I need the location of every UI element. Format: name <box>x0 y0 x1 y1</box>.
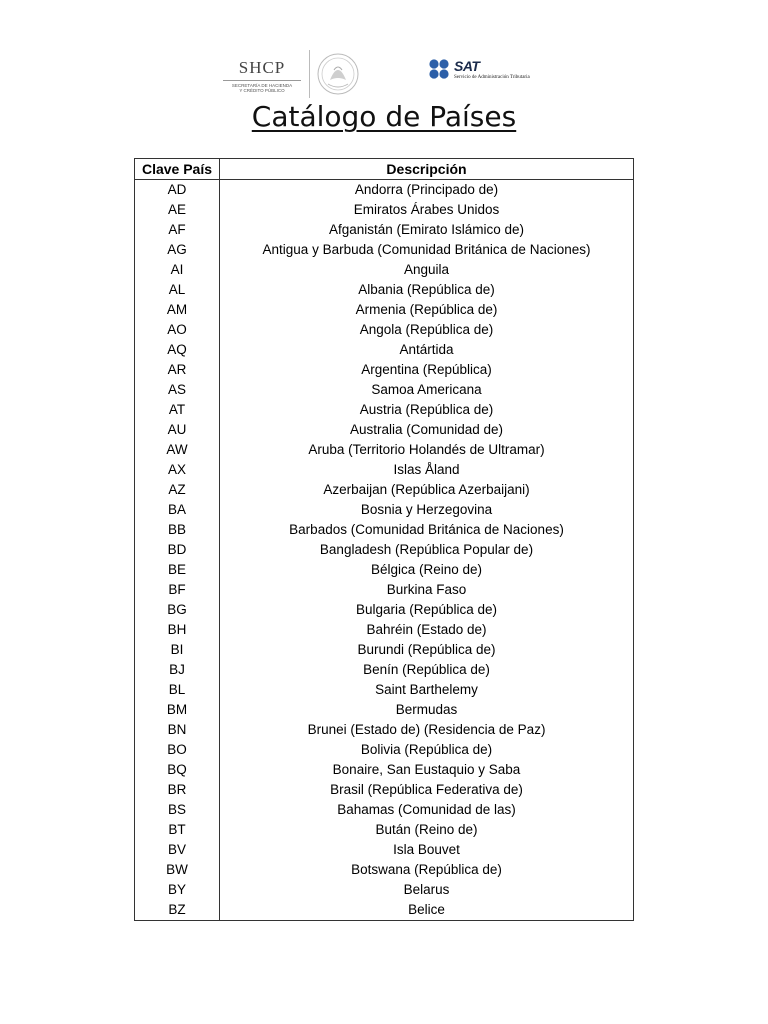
country-code-cell: AU <box>135 420 220 440</box>
country-code-cell: BY <box>135 880 220 900</box>
country-code-cell: AO <box>135 320 220 340</box>
country-description-cell: Burundi (República de) <box>220 640 634 660</box>
table-row <box>135 440 634 460</box>
table-row <box>135 240 634 260</box>
country-code-cell: AI <box>135 260 220 280</box>
country-description-cell: Bolivia (República de) <box>220 740 634 760</box>
country-code-cell: BI <box>135 640 220 660</box>
country-code-cell: AL <box>135 280 220 300</box>
country-description-cell: Bélgica (Reino de) <box>220 560 634 580</box>
country-description-cell: Bermudas <box>220 700 634 720</box>
shcp-logo-subtitle-1: SECRETARÍA DE HACIENDA <box>231 83 293 88</box>
country-description-cell: Isla Bouvet <box>220 840 634 860</box>
table-row <box>135 600 634 620</box>
shcp-logo-rule <box>223 80 301 81</box>
table-row <box>135 500 634 520</box>
table-row <box>135 800 634 820</box>
column-header-clave: Clave País <box>135 159 220 180</box>
table-body <box>135 180 634 921</box>
document-header <box>0 44 768 104</box>
table-row <box>135 420 634 440</box>
sat-logo <box>428 58 530 89</box>
table-row <box>135 700 634 720</box>
table-row <box>135 300 634 320</box>
table-row <box>135 760 634 780</box>
country-description-cell: Burkina Faso <box>220 580 634 600</box>
country-code-cell: BT <box>135 820 220 840</box>
table-row <box>135 280 634 300</box>
country-description-cell: Antártida <box>220 340 634 360</box>
column-header-descripcion: Descripción <box>220 159 634 180</box>
country-description-cell: Benín (República de) <box>220 660 634 680</box>
country-code-cell: BS <box>135 800 220 820</box>
country-description-cell: Bahréin (Estado de) <box>220 620 634 640</box>
table-row <box>135 900 634 921</box>
country-description-cell: Armenia (República de) <box>220 300 634 320</box>
country-description-cell: Belice <box>220 900 634 921</box>
country-description-cell: Bulgaria (República de) <box>220 600 634 620</box>
table-row <box>135 180 634 201</box>
table-row <box>135 840 634 860</box>
country-code-cell: AZ <box>135 480 220 500</box>
country-code-cell: BW <box>135 860 220 880</box>
country-description-cell: Antigua y Barbuda (Comunidad Británica de Naciones) <box>220 240 634 260</box>
country-code-cell: BB <box>135 520 220 540</box>
table-row <box>135 260 634 280</box>
mexican-seal-icon <box>316 50 360 103</box>
table-row <box>135 660 634 680</box>
table-row <box>135 740 634 760</box>
country-description-cell: Australia (Comunidad de) <box>220 420 634 440</box>
country-description-cell: Brasil (República Federativa de) <box>220 780 634 800</box>
table-row <box>135 680 634 700</box>
table-row <box>135 220 634 240</box>
country-code-cell: BE <box>135 560 220 580</box>
country-code-cell: AQ <box>135 340 220 360</box>
country-code-cell: BL <box>135 680 220 700</box>
country-description-cell: Barbados (Comunidad Británica de Naciones) <box>220 520 634 540</box>
shcp-logo-name: SHCP <box>238 58 286 77</box>
country-description-cell: Andorra (Principado de) <box>220 180 634 201</box>
country-description-cell: Bután (Reino de) <box>220 820 634 840</box>
country-code-cell: BO <box>135 740 220 760</box>
country-code-cell: AW <box>135 440 220 460</box>
country-description-cell: Albania (República de) <box>220 280 634 300</box>
country-description-cell: Emiratos Árabes Unidos <box>220 200 634 220</box>
country-code-cell: AS <box>135 380 220 400</box>
country-description-cell: Bangladesh (República Popular de) <box>220 540 634 560</box>
country-code-cell: AM <box>135 300 220 320</box>
table-row <box>135 880 634 900</box>
country-code-cell: BZ <box>135 900 220 921</box>
country-code-cell: AX <box>135 460 220 480</box>
table-row <box>135 200 634 220</box>
table-row <box>135 720 634 740</box>
country-code-cell: AG <box>135 240 220 260</box>
page-title: Catálogo de Países <box>251 100 517 133</box>
table-row <box>135 460 634 480</box>
country-description-cell: Argentina (República) <box>220 360 634 380</box>
country-code-cell: BV <box>135 840 220 860</box>
country-code-cell: BF <box>135 580 220 600</box>
country-code-cell: BH <box>135 620 220 640</box>
table-row <box>135 560 634 580</box>
country-description-cell: Bosnia y Herzegovina <box>220 500 634 520</box>
table-row <box>135 340 634 360</box>
country-code-cell: BM <box>135 700 220 720</box>
sat-logo-subtitle: Servicio de Administración Tributaria <box>454 75 530 80</box>
country-code-cell: AT <box>135 400 220 420</box>
sat-dots-icon <box>428 58 454 84</box>
country-code-cell: BR <box>135 780 220 800</box>
country-description-cell: Botswana (República de) <box>220 860 634 880</box>
country-description-cell: Austria (República de) <box>220 400 634 420</box>
country-description-cell: Brunei (Estado de) (Residencia de Paz) <box>220 720 634 740</box>
table-row <box>135 360 634 380</box>
table-row <box>135 820 634 840</box>
country-code-cell: BJ <box>135 660 220 680</box>
table-row <box>135 380 634 400</box>
country-description-cell: Azerbaijan (República Azerbaijani) <box>220 480 634 500</box>
country-description-cell: Angola (República de) <box>220 320 634 340</box>
table-row <box>135 640 634 660</box>
country-code-cell: AE <box>135 200 220 220</box>
country-description-cell: Bahamas (Comunidad de las) <box>220 800 634 820</box>
country-code-cell: AR <box>135 360 220 380</box>
country-description-cell: Bonaire, San Eustaquio y Saba <box>220 760 634 780</box>
table-row <box>135 580 634 600</box>
country-description-cell: Anguila <box>220 260 634 280</box>
table-row <box>135 320 634 340</box>
country-description-cell: Saint Barthelemy <box>220 680 634 700</box>
country-description-cell: Aruba (Territorio Holandés de Ultramar) <box>220 440 634 460</box>
table-row <box>135 780 634 800</box>
country-code-cell: BN <box>135 720 220 740</box>
table-row <box>135 520 634 540</box>
country-description-cell: Belarus <box>220 880 634 900</box>
sat-logo-name: SAT <box>454 58 480 74</box>
table-row <box>135 400 634 420</box>
country-code-cell: BA <box>135 500 220 520</box>
table-header-row <box>135 159 634 180</box>
country-code-cell: AF <box>135 220 220 240</box>
country-code-cell: BG <box>135 600 220 620</box>
logo-divider <box>309 50 310 98</box>
table-row <box>135 540 634 560</box>
country-description-cell: Afganistán (Emirato Islámico de) <box>220 220 634 240</box>
country-description-cell: Islas Åland <box>220 460 634 480</box>
country-code-cell: AD <box>135 180 220 201</box>
countries-table <box>134 158 634 921</box>
table-row <box>135 480 634 500</box>
country-code-cell: BD <box>135 540 220 560</box>
table-row <box>135 860 634 880</box>
table-row <box>135 620 634 640</box>
country-code-cell: BQ <box>135 760 220 780</box>
shcp-logo <box>222 58 312 93</box>
country-description-cell: Samoa Americana <box>220 380 634 400</box>
shcp-logo-subtitle-2: Y CRÉDITO PÚBLICO <box>239 88 285 93</box>
